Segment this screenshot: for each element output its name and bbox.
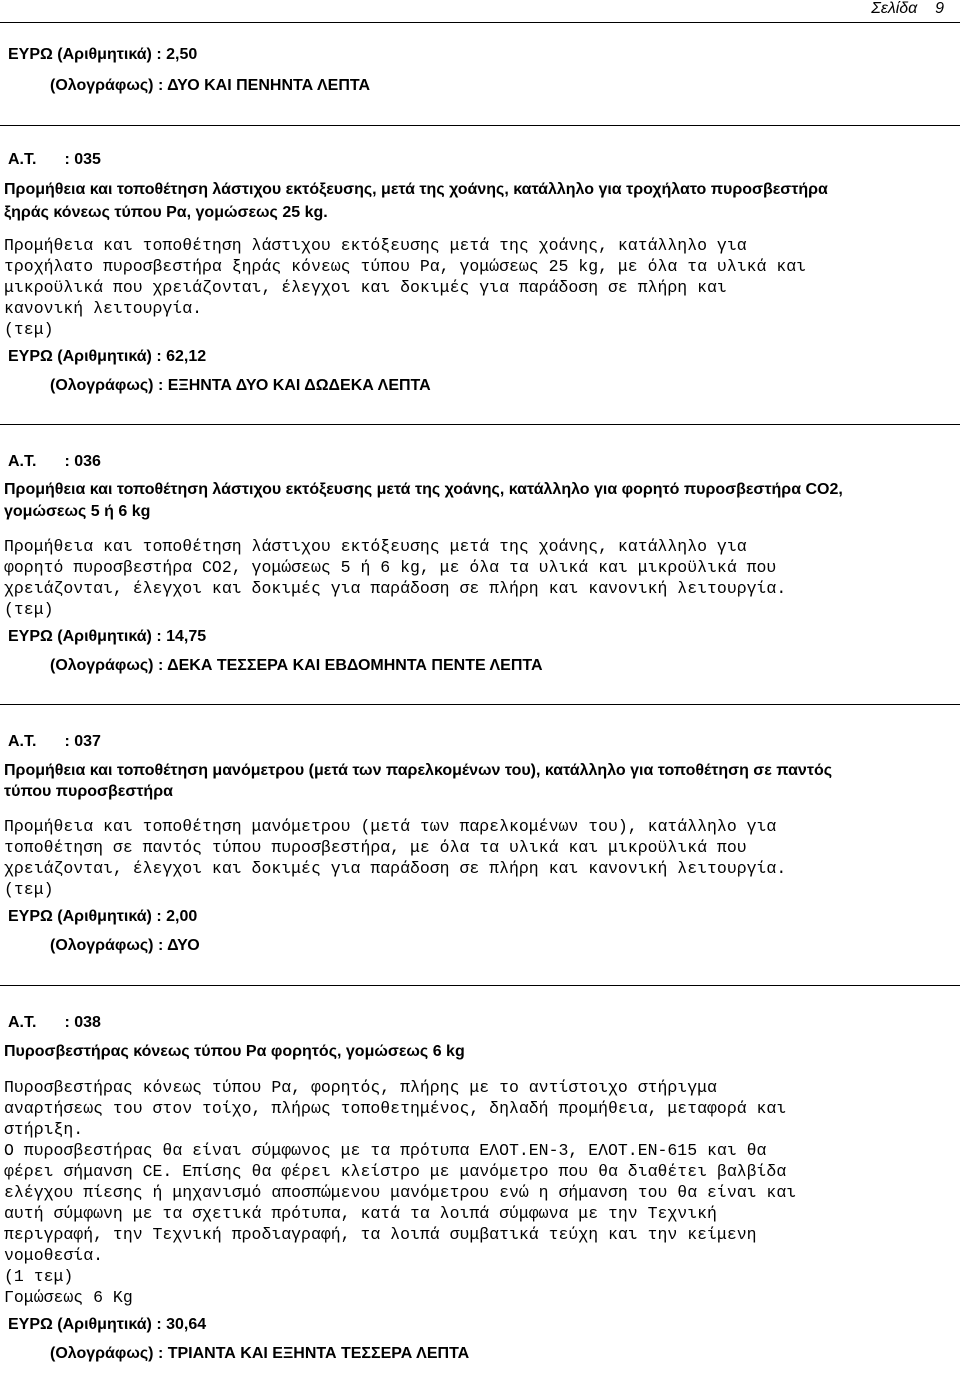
divider: [0, 704, 960, 705]
item-title-037-line-2: τύπου πυροσβεστήρα: [4, 783, 173, 800]
page-number-value: 9: [935, 0, 944, 17]
item-code-036: Α.Τ. : 036: [8, 453, 101, 470]
item-code-038: Α.Τ. : 038: [8, 1014, 101, 1031]
item-desc-036-line-2: φορητό πυροσβεστήρα CO2, γομώσεως 5 ή 6 kg, με όλα τα υλικά και μικροϋλικά που: [4, 558, 777, 577]
top-numeric-price: ΕΥΡΩ (Αριθμητικά) : 2,50: [8, 46, 198, 63]
item-desc-038-line-6: ελέγχου πίεσης ή μηχανισμό αποσπώμενου μανόμετρου ενώ η σήμανση του θα είναι και: [4, 1183, 797, 1202]
item-desc-037-line-1: Προμήθεια και τοποθέτηση μανόμετρου (μετά των παρελκομένων του), κατάλληλο για: [4, 817, 777, 836]
item-desc-037-line-3: χρειάζονται, έλεγχοι και δοκιμές για παράδοση σε πλήρη και κανονική λειτουργία.: [4, 859, 787, 878]
item-words-price-037: (Ολογράφως) : ΔΥΟ: [50, 937, 200, 954]
divider: [0, 985, 960, 986]
top-words-price: (Ολογράφως) : ΔΥΟ ΚΑΙ ΠΕΝΗΝΤΑ ΛΕΠΤΑ: [50, 77, 371, 94]
item-desc-035-line-1: Προμήθεια και τοποθέτηση λάστιχου εκτόξευσης μετά της χοάνης, κατάλληλο για: [4, 236, 747, 255]
item-desc-038-line-3: στήριξη.: [4, 1120, 84, 1139]
item-words-price-038: (Ολογράφως) : ΤΡΙΑΝΤΑ ΚΑΙ ΕΞΗΝΤΑ ΤΕΣΣΕΡΑ ΛΕΠΤΑ: [50, 1345, 470, 1362]
item-desc-035-line-2: τροχήλατο πυροσβεστήρα ξηράς κόνεως τύπου Ρα, γομώσεως 25 kg, με όλα τα υλικά και: [4, 257, 807, 276]
item-desc-038-line-9: νομοθεσία.: [4, 1246, 104, 1265]
item-desc-035-line-5: (τεμ): [4, 320, 54, 339]
item-desc-038-line-8: περιγραφή, την Τεχνική προδιαγραφή, τα λοιπά συμβατικά τεύχη και την κείμενη: [4, 1225, 757, 1244]
item-desc-038-line-2: αναρτήσεως του στον τοίχο, πλήρως τοποθετημένος, δηλαδή προμήθεια, μεταφορά και: [4, 1099, 787, 1118]
item-numeric-price-035: ΕΥΡΩ (Αριθμητικά) : 62,12: [8, 348, 207, 365]
item-desc-038-line-10: (1 τεμ): [4, 1267, 74, 1286]
item-title-035-line-2: ξηράς κόνεως τύπου Ρα, γομώσεως 25 kg.: [4, 204, 328, 221]
page-header: [0, 0, 960, 23]
item-numeric-price-037: ΕΥΡΩ (Αριθμητικά) : 2,00: [8, 908, 198, 925]
page-number: [871, 0, 944, 18]
item-title-035-line-1: Προμήθεια και τοποθέτηση λάστιχου εκτόξευσης, μετά της χοάνης, κατάλληλο για τροχήλατο πυροσβεστήρα: [4, 181, 828, 198]
item-desc-037-line-4: (τεμ): [4, 880, 54, 899]
item-desc-035-line-3: μικροϋλικά που χρειάζονται, έλεγχοι και δοκιμές για παράδοση σε πλήρη και: [4, 278, 727, 297]
item-numeric-price-038: ΕΥΡΩ (Αριθμητικά) : 30,64: [8, 1316, 207, 1333]
item-code-035: Α.Τ. : 035: [8, 151, 101, 168]
divider: [0, 424, 960, 425]
item-words-price-035: (Ολογράφως) : ΕΞΗΝΤΑ ΔΥΟ ΚΑΙ ΔΩΔΕΚΑ ΛΕΠΤΑ: [50, 377, 431, 394]
item-desc-038-line-11: Γομώσεως 6 Kg: [4, 1288, 133, 1307]
item-desc-036-line-4: (τεμ): [4, 600, 54, 619]
item-desc-036-line-3: χρειάζονται, έλεγχοι και δοκιμές για παράδοση σε πλήρη και κανονική λειτουργία.: [4, 579, 787, 598]
item-desc-038-line-5: φέρει σήμανση CE. Επίσης θα φέρει κλείστρο με μανόμετρο που θα διαθέτει βαλβίδα: [4, 1162, 787, 1181]
page-label: Σελίδα: [871, 0, 918, 17]
item-title-036-line-1: Προμήθεια και τοποθέτηση λάστιχου εκτόξευσης μετά της χοάνης, κατάλληλο για φορητό πυροσβεστήρα CO2,: [4, 481, 843, 498]
item-desc-037-line-2: τοποθέτηση σε παντός τύπου πυροσβεστήρα, με όλα τα υλικά και μικροϋλικά που: [4, 838, 747, 857]
item-desc-036-line-1: Προμήθεια και τοποθέτηση λάστιχου εκτόξευσης μετά της χοάνης, κατάλληλο για: [4, 537, 747, 556]
item-desc-038-line-4: Ο πυροσβεστήρας θα είναι σύμφωνος με τα πρότυπα ΕΛΟΤ.ΕΝ-3, ΕΛΟΤ.ΕΝ-615 και θα: [4, 1141, 767, 1160]
item-words-price-036: (Ολογράφως) : ΔΕΚΑ ΤΕΣΣΕΡΑ ΚΑΙ ΕΒΔΟΜΗΝΤΑ ΠΕΝΤΕ ΛΕΠΤΑ: [50, 657, 543, 674]
item-code-037: Α.Τ. : 037: [8, 733, 101, 750]
divider: [0, 125, 960, 126]
item-title-037-line-1: Προμήθεια και τοποθέτηση μανόμετρου (μετά των παρελκομένων του), κατάλληλο για τοποθέτηση σε παντός: [4, 762, 833, 779]
item-desc-035-line-4: κανονική λειτουργία.: [4, 299, 203, 318]
item-numeric-price-036: ΕΥΡΩ (Αριθμητικά) : 14,75: [8, 628, 207, 645]
item-desc-038-line-1: Πυροσβεστήρας κόνεως τύπου Ρα, φορητός, πλήρης με το αντίστοιχο στήριγμα: [4, 1078, 717, 1097]
item-desc-038-line-7: αυτή σύμφωνη με τα σχετικά πρότυπα, κατά τα λοιπά σύμφωνα με την Τεχνική: [4, 1204, 717, 1223]
item-title-038-line-1: Πυροσβεστήρας κόνεως τύπου Ρα φορητός, γομώσεως 6 kg: [4, 1043, 465, 1060]
item-title-036-line-2: γομώσεως 5 ή 6 kg: [4, 503, 151, 520]
